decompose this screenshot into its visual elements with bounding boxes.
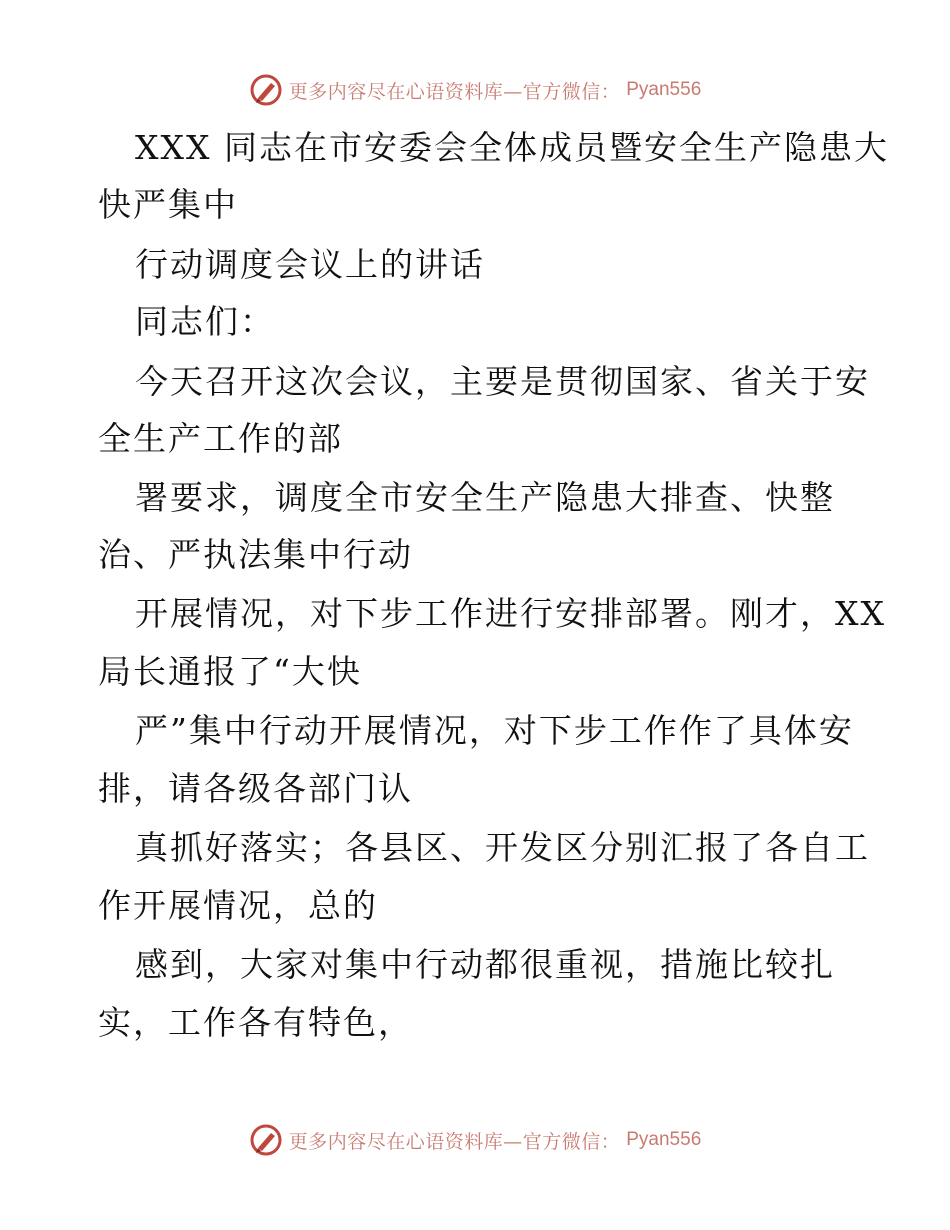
banner-text: 更多内容尽在心语资料库—官方微信： <box>288 1130 621 1153</box>
banner-wechat-id: Pyan556 <box>626 1129 702 1150</box>
body-line: 真抓好落实；各县区、开发区分别汇报了各自工 <box>135 828 870 867</box>
body-line: 局长通报了“大快 <box>98 652 362 691</box>
body-line: 严”集中行动开展情况，对下步工作作了具体安 <box>135 711 854 750</box>
body-line: 同志们： <box>135 302 275 341</box>
body-line: 全生产工作的部 <box>98 419 343 458</box>
body-line: 排，请各级各部门认 <box>98 769 413 808</box>
body-line: 作开展情况，总的 <box>98 886 378 925</box>
body-line: 今天召开这次会议，主要是贯彻国家、省关于安 <box>135 362 870 401</box>
body-line: 行动调度会议上的讲话 <box>135 245 485 284</box>
body-line: XXX 同志在市安委会全体成员暨安全生产隐患大 <box>135 128 889 167</box>
header-banner <box>0 70 950 110</box>
pen-logo-icon <box>249 73 283 107</box>
body-line: 实，工作各有特色， <box>98 1003 413 1042</box>
footer-banner <box>0 1120 950 1160</box>
body-line: 署要求，调度全市安全生产隐患大排查、快整 <box>135 478 835 517</box>
body-line: 快严集中 <box>98 185 238 224</box>
pen-logo-icon <box>249 1123 283 1157</box>
body-line: 感到，大家对集中行动都很重视，措施比较扎 <box>135 945 835 984</box>
body-line: 开展情况，对下步工作进行安排部署。刚才，XX <box>135 594 886 633</box>
body-line: 治、严执法集中行动 <box>98 535 413 574</box>
banner-wechat-id: Pyan556 <box>626 79 702 100</box>
banner-text: 更多内容尽在心语资料库—官方微信： <box>288 80 621 103</box>
